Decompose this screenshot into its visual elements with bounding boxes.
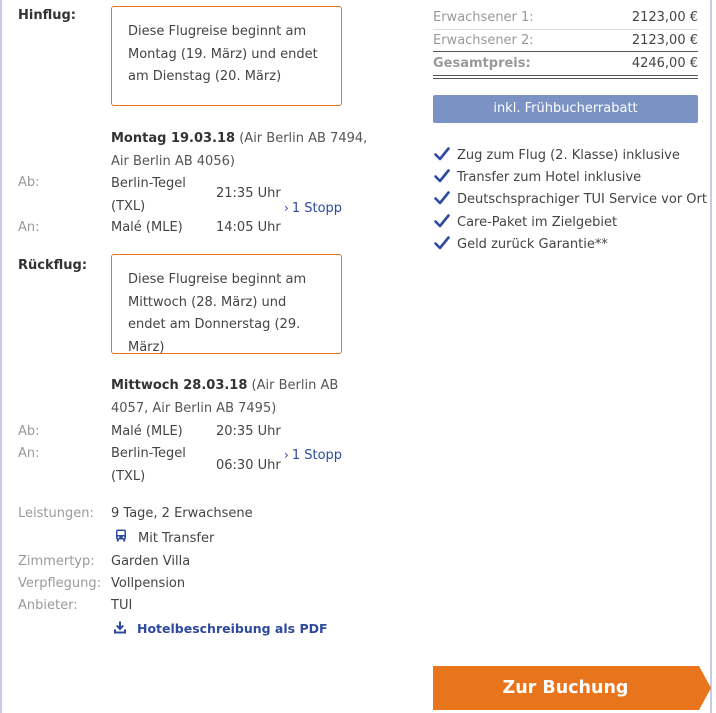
checkmark-icon [434, 147, 450, 161]
bus-icon [115, 529, 127, 542]
outbound-date: Montag 19.03.18 [111, 131, 236, 146]
outbound-dep-label: Ab: [18, 175, 40, 190]
inclusion-item [434, 147, 680, 163]
price-label: Erwachsener 2: [433, 33, 534, 48]
booking-button[interactable] [433, 666, 711, 710]
outbound-label: Hinflug: [18, 8, 76, 23]
return-dep-time: 20:35 Uhr [216, 424, 281, 439]
return-dep-airport: Malé (MLE) [111, 424, 183, 439]
inclusion-text: Transfer zum Hotel inklusive [457, 170, 642, 185]
checkmark-icon [434, 169, 450, 183]
room-value: Garden Villa [111, 554, 191, 569]
services-label: Leistungen: [18, 506, 94, 521]
checkmark-icon [434, 214, 450, 228]
inclusion-item [434, 236, 608, 252]
inclusion-item [434, 214, 617, 230]
inclusion-item [434, 169, 641, 185]
services-value: 9 Tage, 2 Erwachsene [111, 506, 253, 521]
return-arr-label: An: [18, 446, 40, 461]
inclusion-text: Zug zum Flug (2. Klasse) inklusive [457, 148, 680, 163]
price-amount: 2123,00 € [631, 33, 698, 48]
return-date: Mittwoch 28.03.18 [111, 378, 248, 393]
provider-label: Anbieter: [18, 598, 78, 613]
booking-button-label: Zur Buchung [502, 678, 629, 698]
outbound-notice: Diese Flugreise beginnt am Montag (19. März) und endet am Dienstag (20. März) [111, 6, 342, 106]
return-dep-label: Ab: [18, 424, 40, 439]
outbound-flight-header [111, 127, 371, 173]
outbound-flight-numbers: (Air Berlin AB 7494, Air Berlin AB 4056) [111, 131, 368, 169]
outbound-stops-link[interactable] [284, 201, 342, 216]
return-notice: Diese Flugreise beginnt am Mittwoch (28. März) und endet am Donnerstag (29. März) [111, 254, 342, 354]
download-icon[interactable] [114, 621, 126, 634]
divider [433, 78, 698, 79]
chevron-right-icon: › [284, 201, 289, 215]
checkmark-icon [434, 236, 450, 250]
divider [433, 51, 698, 52]
room-label: Zimmertyp: [18, 554, 95, 569]
hotel-pdf-link[interactable]: Hotelbeschreibung als PDF [137, 621, 328, 636]
return-flight-numbers: (Air Berlin AB 4057, Air Berlin AB 7495) [111, 378, 339, 416]
inclusion-text: Care-Paket im Zielgebiet [457, 215, 618, 230]
outbound-arr-time: 14:05 Uhr [216, 220, 281, 235]
outbound-arr-airport: Malé (MLE) [111, 220, 183, 235]
inclusion-text: Deutschsprachiger TUI Service vor Ort [457, 192, 707, 207]
inclusion-item [434, 191, 707, 207]
return-stops-link[interactable] [284, 448, 342, 463]
return-arr-time: 06:30 Uhr [216, 458, 281, 473]
divider [433, 75, 698, 76]
return-stops-text: 1 Stopp [291, 448, 343, 463]
outbound-arr-label: An: [18, 220, 40, 235]
price-label: Erwachsener 1: [433, 10, 534, 25]
inclusion-text: Geld zurück Garantie** [457, 237, 608, 252]
outbound-dep-time: 21:35 Uhr [216, 186, 281, 201]
price-row-total [433, 56, 698, 71]
return-flight-header [111, 374, 351, 420]
outbound-dep-airport: Berlin-Tegel (TXL) [111, 176, 186, 214]
price-row-adult-2 [433, 33, 698, 48]
transfer-text: Mit Transfer [138, 531, 215, 546]
chevron-right-icon: › [284, 448, 289, 462]
early-booking-badge: inkl. Frühbucherrabatt [433, 95, 698, 123]
return-arr-airport: Berlin-Tegel (TXL) [111, 446, 186, 484]
checkmark-icon [434, 191, 450, 205]
total-label: Gesamtpreis: [433, 56, 531, 71]
provider-value: TUI [111, 598, 133, 613]
board-label: Verpflegung: [18, 576, 102, 591]
return-label: Rückflug: [18, 258, 88, 273]
divider [433, 29, 698, 30]
total-amount: 4246,00 € [631, 56, 698, 71]
price-row-adult-1 [433, 10, 698, 25]
board-value: Vollpension [111, 576, 186, 591]
outbound-stops-text: 1 Stopp [291, 201, 343, 216]
price-amount: 2123,00 € [631, 10, 698, 25]
